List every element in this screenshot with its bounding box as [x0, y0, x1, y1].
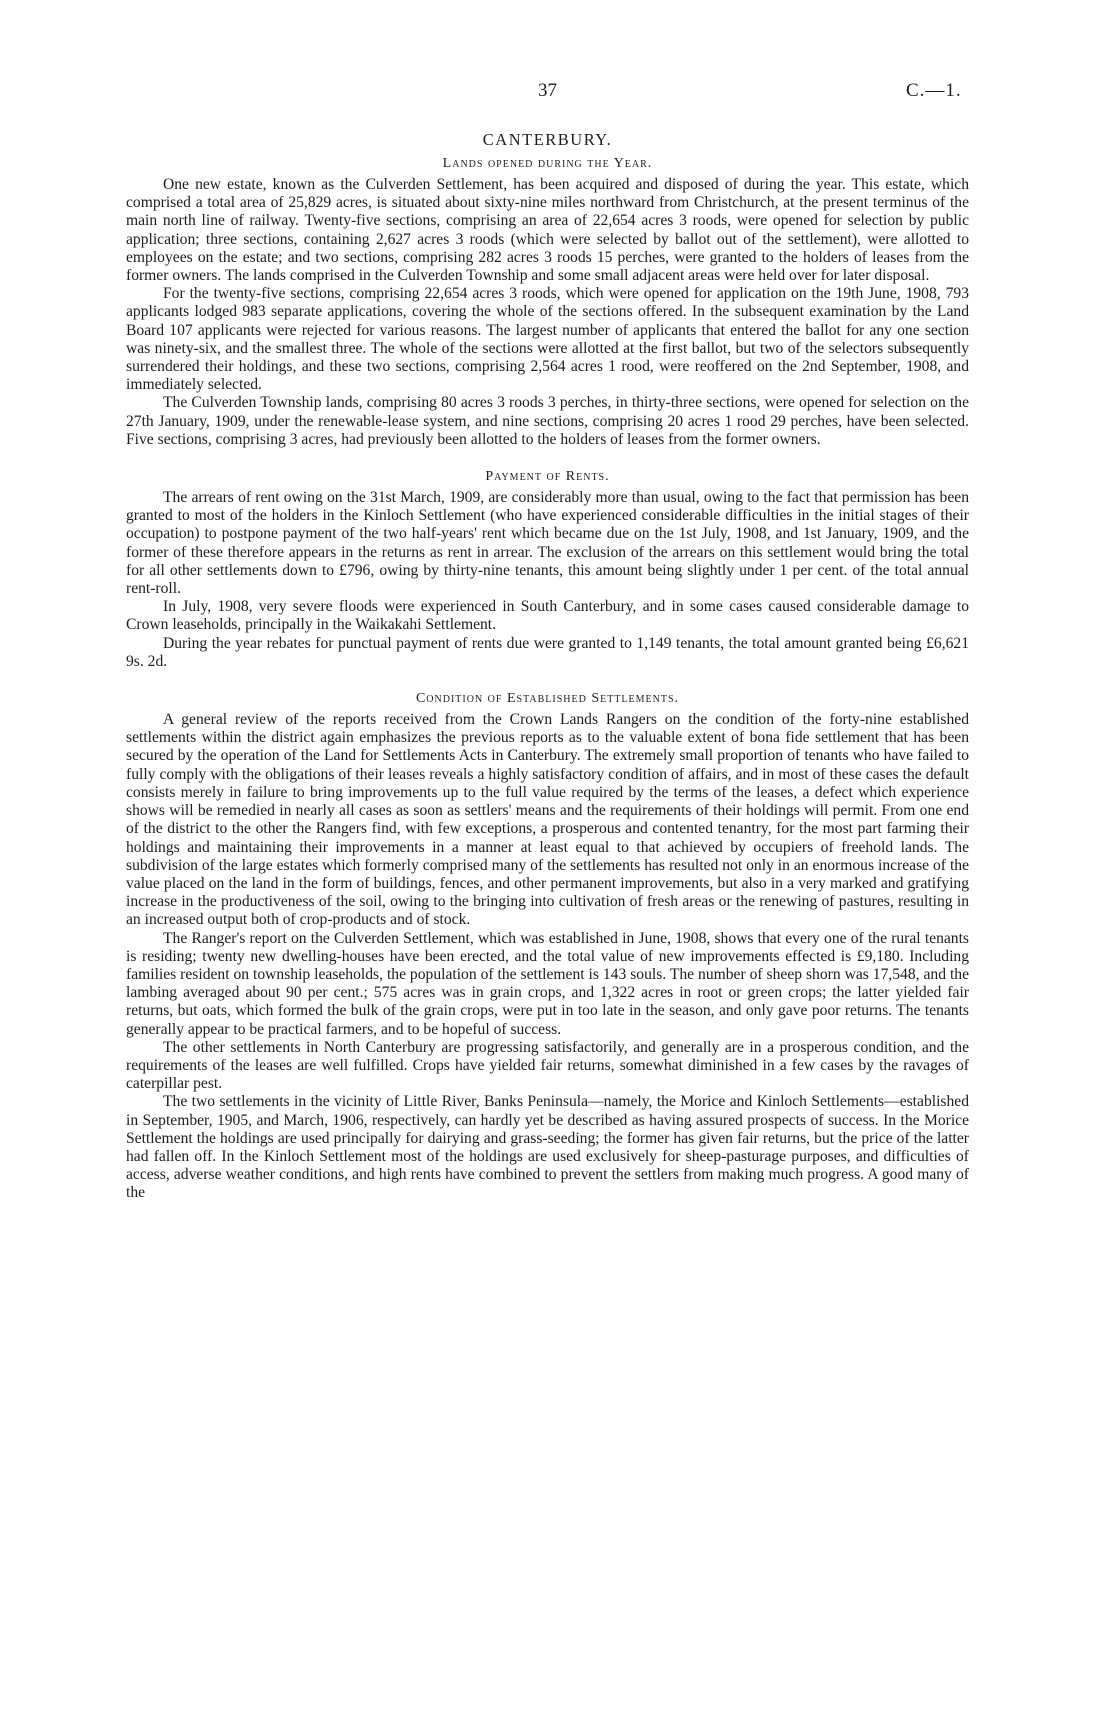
section-lands-opened: [126, 156, 969, 449]
page-number: 37: [538, 80, 557, 101]
page-content: [126, 130, 969, 1223]
section-heading: Payment of Rents.: [485, 469, 610, 485]
paragraph: A general review of the reports received from the Crown Lands Rangers on the condition of the forty-nine established settlements within the district again emphasizes the previous reports as to the valuable extent of bona fide settlement that has been secured by the operation of the Land for Settlements Acts in Canterbury. The extremely small proportion of tenants who have failed to fully comply with the obligations of their leases reveals a highly satisfactory condition of affairs, and in most of these cases the default consists merely in failure to bring improvements up to the full value required by the terms of the leases, a defect which experience shows will be remedied in nearly all cases as soon as settlers' means and the requirements of their holdings will permit. From one end of the district to the other the Rangers find, with few exceptions, a prosperous and contented tenantry, for the most part farming their holdings and maintaining their improvements in a manner at least equal to that achieved by occupiers of freehold lands. The subdivision of the large estates which formerly comprised many of the settlements has resulted not only in an enormous increase of the value placed on the land in the form of buildings, fences, and other permanent improvements, but also in a very marked and gratifying increase in the productiveness of the soil, owing to the bringing into cultivation of fresh areas or the renewing of pastures, resulting in an increased output both of crop-products and of stock.: [126, 711, 969, 929]
paragraph: The arrears of rent owing on the 31st March, 1909, are considerably more than usual, owing to the fact that permission has been granted to most of the holders in the Kinloch Settlement (who have experienced considerable difficulties in the initial stages of their occupation) to postpone payment of the two half-years' rent which became due on the 1st July, 1908, and 1st January, 1909, and the former of these therefore appears in the returns as rent in arrear. The exclusion of the arrears on this settlement would bring the total for all other settlements down to £796, owing by thirty-nine tenants, this amount being slightly under 1 per cent. of the total annual rent-roll.: [126, 489, 969, 598]
paragraph: During the year rebates for punctual payment of rents due were granted to 1,149 tenants, the total amount granted being £6,621 9s. 2d.: [126, 634, 969, 670]
paragraph: The Culverden Township lands, comprising 80 acres 3 roods 3 perches, in thirty-three sections, were opened for selection on the 27th January, 1909, under the renewable-lease system, and nine sections, comprising 20 acres 1 rood 29 perches, have been selected. Five sections, comprising 3 acres, had previously been allotted to the holders of leases from the former owners.: [126, 394, 969, 448]
section-heading: Lands opened during the Year.: [442, 156, 653, 171]
paragraph: The other settlements in North Canterbury are progressing satisfactorily, and generally are in a prosperous condition, and the requirements of the leases are well fulfilled. Crops have yielded fair returns, somewhat diminished in a few cases by the ravages of caterpillar pest.: [126, 1038, 969, 1093]
section-payment-of-rents: [126, 469, 969, 671]
paragraph: One new estate, known as the Culverden Settlement, has been acquired and disposed of during the year. This estate, which comprised a total area of 25,829 acres, is situated about sixty-nine miles northward from Christchurch, at the present terminus of the main north line of railway. Twenty-five sections, comprising an area of 22,654 acres 3 roods, were opened for selection by public application; three sections, containing 2,627 acres 3 roods (which were selected by ballot out of the settlement), were allotted to employees on the estate; and two sections, comprising 282 acres 3 roods 15 perches, were granted to the holders of leases from the former owners. The lands comprised in the Culverden Township and some small adjacent areas were held over for later disposal.: [126, 176, 969, 285]
paragraph: The two settlements in the vicinity of Little River, Banks Peninsula—namely, the Morice and Kinloch Settlements—established in September, 1905, and March, 1906, respectively, can hardly yet be described as having assured prospects of success. In the Morice Settlement the holdings are used principally for dairying and grass-seeding; the former has given fair returns, but the price of the latter had fallen off. In the Kinloch Settlement most of the holdings are used exclusively for sheep-pasturage purposes, and difficulties of access, adverse weather conditions, and high rents have combined to prevent the settlers from making much progress. A good many of the: [126, 1093, 969, 1202]
page-title: CANTERBURY.: [482, 130, 613, 149]
paragraph: In July, 1908, very severe floods were experienced in South Canterbury, and in some cases caused considerable damage to Crown leaseholds, principally in the Waikakahi Settlement.: [126, 598, 969, 634]
section-heading: Condition of Established Settlements.: [415, 691, 680, 707]
section-established-settlements: [126, 691, 969, 1202]
paragraph: The Ranger's report on the Culverden Settlement, which was established in June, 1908, shows that every one of the rural tenants is residing; twenty new dwelling-houses have been erected, and the total value of new improvements effected is £9,180. Including families resident on township leaseholds, the population of the settlement is 143 souls. The number of sheep shorn was 17,548, and the lambing averaged about 90 per cent.; 575 acres was in grain crops, and 1,322 acres in root or green crops; the latter yielded fair returns, but oats, which formed the bulk of the grain crops, were put in too late in the season, and only gave poor returns. The tenants generally appear to be practical farmers, and to be hopeful of success.: [126, 929, 969, 1038]
page-reference: C.—1.: [906, 80, 962, 101]
paragraph: For the twenty-five sections, comprising 22,654 acres 3 roods, which were opened for application on the 19th June, 1908, 793 applicants lodged 983 separate applications, covering the whole of the sections offered. In the subsequent examination by the Land Board 107 applicants were rejected for various reasons. The largest number of applicants that entered the ballot for any one section was ninety-six, and the smallest three. The whole of the sections were allotted at the first ballot, but two of the selectors subsequently surrendered their holdings, and these two sections, comprising 2,564 acres 1 rood, were reoffered on the 2nd September, 1908, and immediately selected.: [126, 285, 969, 394]
